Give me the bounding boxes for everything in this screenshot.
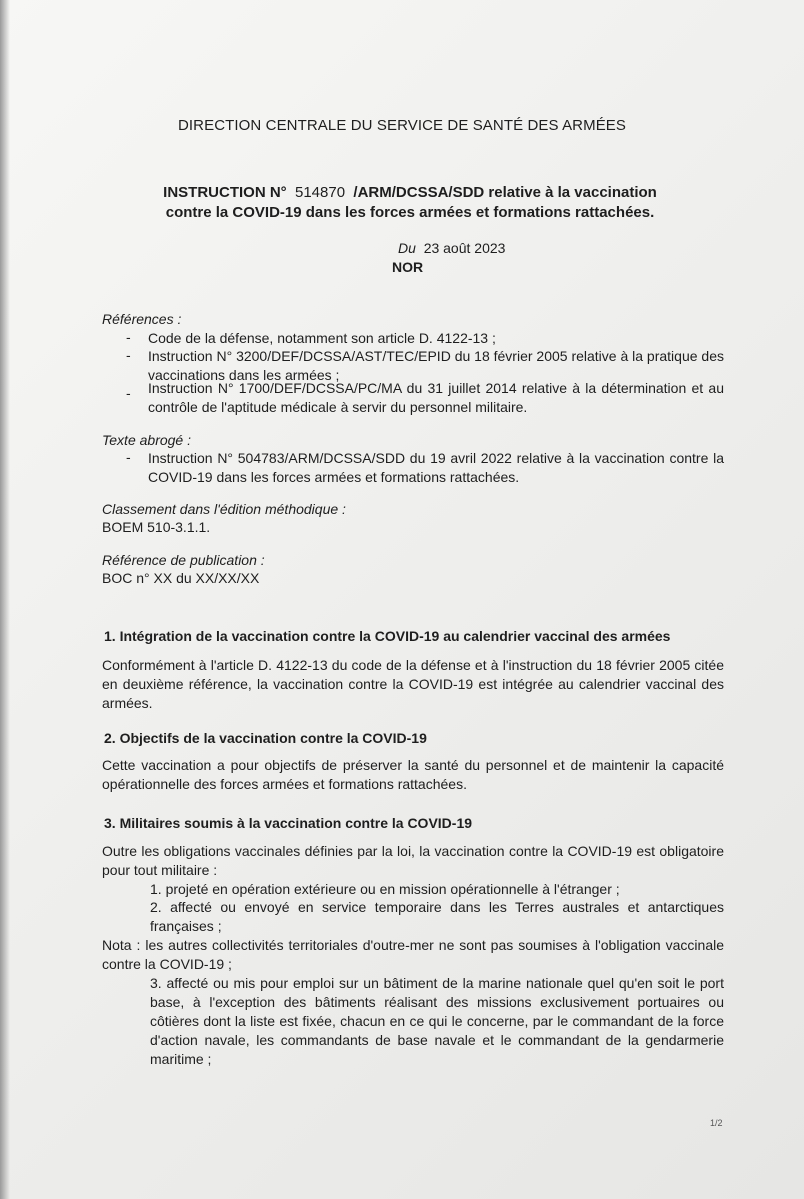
section-3-nota: Nota : les autres collectivités territoriales d'outre-mer ne sont pas soumises à l'obligation vaccinale contre la COVID-19 ; [102, 937, 724, 972]
reference-item-1: Code de la défense, notamment son article D. 4122-13 ; [148, 330, 496, 346]
title-line-2: contre la COVID-19 dans les forces armées et formations rattachées. [165, 204, 655, 221]
section-1-text: Conformément à l'article D. 4122-13 du code de la défense et à l'instruction du 18 février 2005 citée en deuxième référence, la vaccination contre la COVID-19 est intégrée au calendrier vaccinal des armées. [102, 657, 724, 711]
publication-label: Référence de publication : [102, 552, 265, 568]
section-3-text: Outre les obligations vaccinales définies par la loi, la vaccination contre la COVID-19 est obligatoire pour tout militaire : [102, 843, 724, 878]
title-prefix: INSTRUCTION N° [163, 184, 287, 201]
organization-header: DIRECTION CENTRALE DU SERVICE DE SANTÉ DES ARMÉES [177, 117, 627, 134]
section-3-title: 3. Militaires soumis à la vaccination contre la COVID-19 [104, 815, 473, 831]
section-1-title: 1. Intégration de la vaccination contre la COVID-19 au calendrier vaccinal des armées [104, 628, 671, 644]
date-du: Du [398, 240, 416, 256]
document-date [398, 240, 505, 256]
nor-label: NOR [392, 259, 424, 275]
section-3-item-1: 1. projeté en opération extérieure ou en mission opérationnelle à l'étranger ; [150, 881, 620, 897]
bullet-dash: - [126, 329, 131, 345]
page-edge-shadow [0, 0, 10, 1199]
title-line-1 [100, 183, 720, 203]
publication-value: BOC n° XX du XX/XX/XX [102, 570, 260, 586]
section-2-title: 2. Objectifs de la vaccination contre la COVID-19 [104, 730, 427, 746]
abrogated-label: Texte abrogé : [102, 432, 191, 448]
reference-item-2: Instruction N° 3200/DEF/DCSSA/AST/TEC/EPID du 18 février 2005 relative à la pratique des vaccinations dans les armées ; [148, 348, 724, 383]
classification-value: BOEM 510-3.1.1. [102, 519, 211, 535]
date-value: 23 août 2023 [423, 240, 506, 256]
section-2-text: Cette vaccination a pour objectifs de préserver la santé du personnel et de maintenir la capacité opérationnelle des forces armées et formations rattachées. [102, 757, 724, 792]
section-3-item-3: 3. affecté ou mis pour emploi sur un bâtiment de la marine nationale quel qu'en soit le port base, à l'exception des bâtiments réalisant des missions exclusivement portuaires ou côtières dont la liste est fixée, chacun en ce qui le concerne, par le commandant de la force d'action navale, les commandants de base navale et le commandant de la gendarmerie maritime ; [150, 975, 724, 1067]
page-number: 1/2 [710, 1118, 723, 1128]
title-number: 514870 [295, 184, 346, 201]
bullet-dash: - [126, 449, 131, 465]
instruction-title [100, 183, 720, 223]
abrogated-item-1: Instruction N° 504783/ARM/DCSSA/SDD du 19 avril 2022 relative à la vaccination contre la COVID-19 dans les forces armées et formations rattachées. [148, 450, 724, 485]
title-line1-rest: /ARM/DCSSA/SDD relative à la vaccination [353, 184, 657, 201]
bullet-dash: - [126, 385, 131, 401]
reference-item-3: Instruction N° 1700/DEF/DCSSA/PC/MA du 31 juillet 2014 relative à la détermination et au contrôle de l'aptitude médicale à servir du personnel militaire. [148, 380, 724, 415]
section-3-item-2: 2. affecté ou envoyé en service temporaire dans les Terres australes et antarctiques françaises ; [150, 899, 724, 934]
bullet-dash: - [126, 347, 131, 363]
references-label: Références : [102, 311, 182, 327]
classification-label: Classement dans l'édition méthodique : [102, 501, 346, 517]
